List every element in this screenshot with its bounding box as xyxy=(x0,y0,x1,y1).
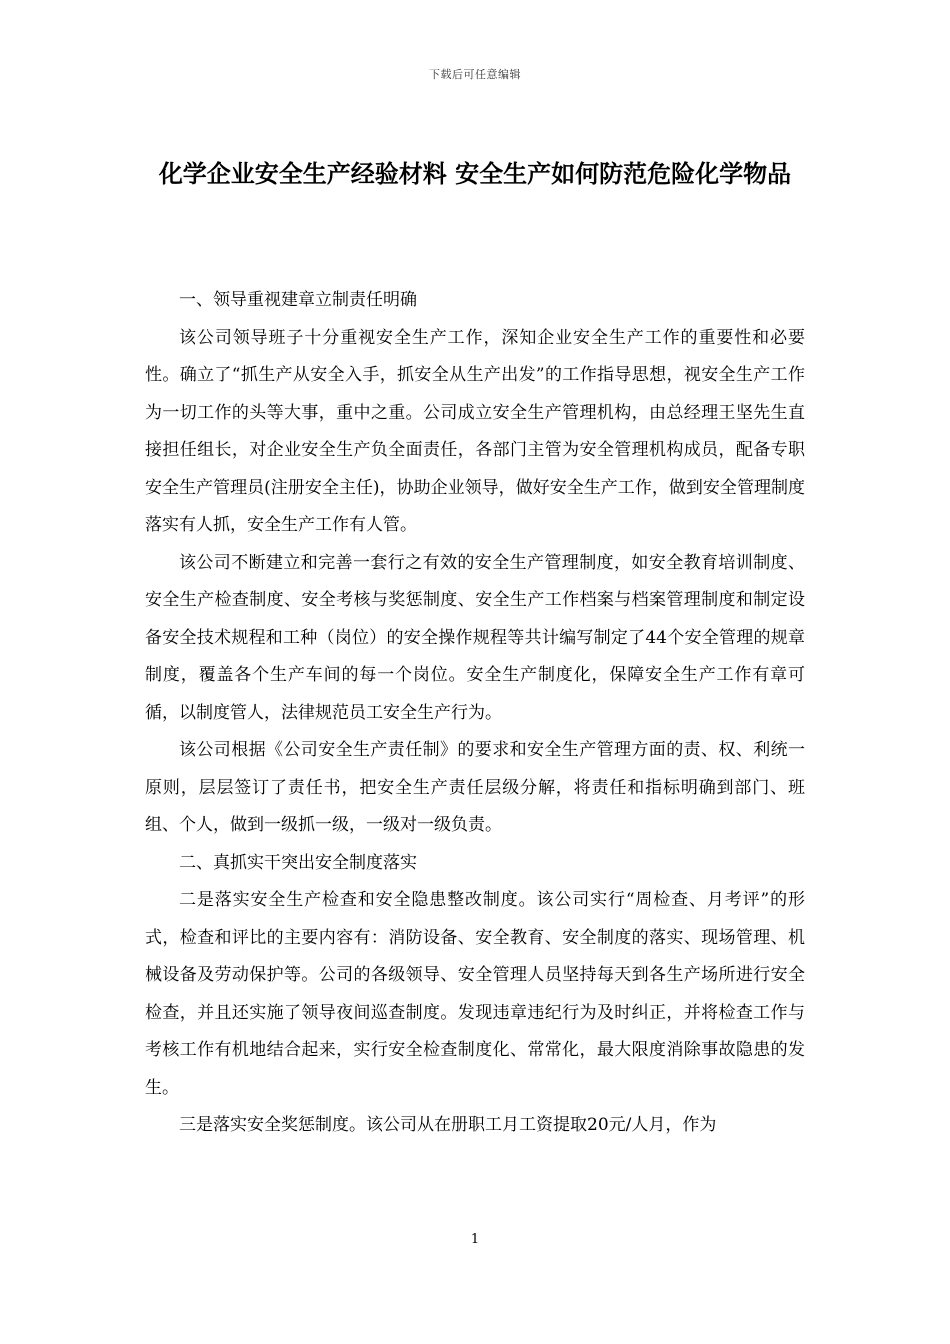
header-note: 下载后可任意编辑 xyxy=(429,68,521,81)
section-heading-2: 二、真抓实干突出安全制度落实 xyxy=(179,852,417,873)
document-title: 化学企业安全生产经验材料 安全生产如何防范危险化学物品 xyxy=(158,160,792,188)
paragraph: 该公司根据《公司安全生产责任制》的要求和安全生产管理方面的责、权、利统一原则，层层签订了责任书，把安全生产责任层级分解，将责任和指标明确到部门、班组、个人，做到一级抓一级，一级对一级负责。 xyxy=(145,740,805,835)
paragraph: 该公司领导班子十分重视安全生产工作，深知企业安全生产工作的重要性和必要性。确立了“抓生产从安全入手，抓安全从生产出发”的工作指导思想，视安全生产工作为一切工作的头等大事，重中之重。公司成立安全生产管理机构，由总经理王坚先生直接担任组长，对企业安全生产负全面责任，各部门主管为安全管理机构成员，配备专职安全生产管理员(注册安全主任)，协助企业领导，做好安全生产工作，做到安全管理制度落实有人抓，安全生产工作有人管。 xyxy=(145,327,805,535)
document-body xyxy=(145,282,805,1145)
paragraph: 二是落实安全生产检查和安全隐患整改制度。该公司实行“周检查、月考评”的形式，检查和评比的主要内容有：消防设备、安全教育、安全制度的落实、现场管理、机械设备及劳动保护等。公司的各级领导、安全管理人员坚持每天到各生产场所进行安全检查，并且还实施了领导夜间巡查制度。发现违章违纪行为及时纠正，并将检查工作与考核工作有机地结合起来，实行安全检查制度化、常常化，最大限度消除事故隐患的发生。 xyxy=(145,890,805,1098)
section-heading-1: 一、领导重视建章立制责任明确 xyxy=(179,290,417,310)
paragraph: 该公司不断建立和完善一套行之有效的安全生产管理制度，如安全教育培训制度、安全生产检查制度、安全考核与奖惩制度、安全生产工作档案与档案管理制度和制定设备安全技术规程和工种（岗位）的安全操作规程等共计编写制定了44个安全管理的规章制度，覆盖各个生产车间的每一个岗位。安全生产制度化，保障安全生产工作有章可循，以制度管人，法律规范员工安全生产行为。 xyxy=(145,552,805,723)
paragraph: 三是落实安全奖惩制度。该公司从在册职工月工资提取20元/人月，作为 xyxy=(179,1115,717,1135)
page-number: 1 xyxy=(470,1232,480,1247)
